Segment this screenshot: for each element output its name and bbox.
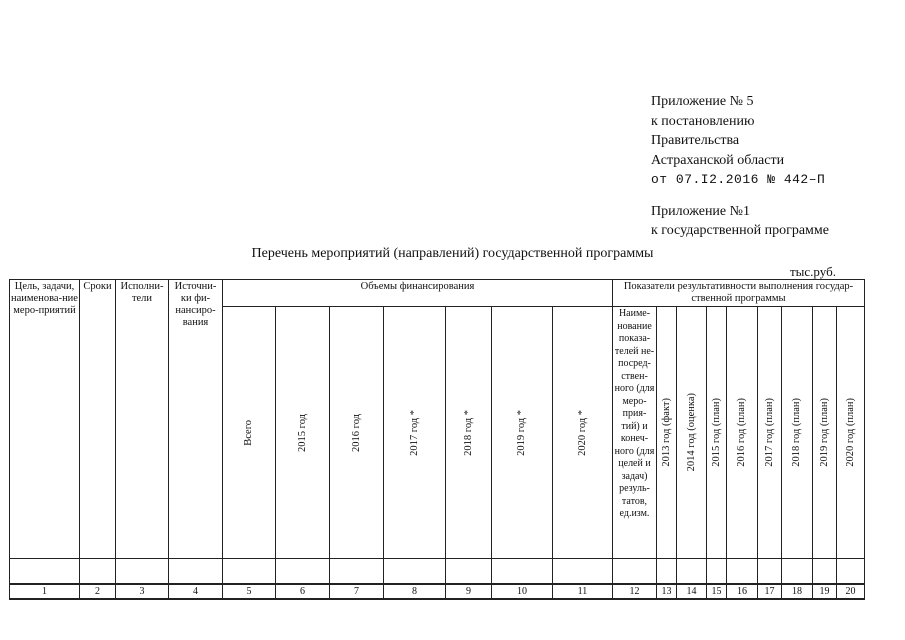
column-number: 3: [116, 584, 169, 599]
appendix-block: [651, 92, 829, 241]
header-executors: Исполни-тели: [116, 280, 169, 559]
decree-date-number: от 07.I2.2016 № 442–П: [651, 172, 826, 187]
funding-col-total: Всего: [223, 307, 276, 559]
indicator-year-2014: 2014 год (оценка): [677, 307, 707, 559]
column-number: 20: [837, 584, 865, 599]
column-number: 11: [553, 584, 613, 599]
column-number: 7: [330, 584, 384, 599]
column-number: 14: [677, 584, 707, 599]
unit-label: тыс.руб.: [790, 264, 836, 279]
header-funding: Объемы финансирования: [223, 280, 613, 307]
column-number: 9: [446, 584, 492, 599]
column-number: 10: [492, 584, 553, 599]
indicator-year-2016: 2016 год (план): [727, 307, 758, 559]
column-number: 15: [707, 584, 727, 599]
document-title: Перечень мероприятий (направлений) государственной программы: [251, 246, 654, 261]
appendix-line: к постановлению: [651, 113, 755, 129]
appendix-line: Приложение № 5: [651, 94, 754, 109]
indicator-year-2019: 2019 год (план): [813, 307, 837, 559]
funding-col-2015: 2015 год: [276, 307, 330, 559]
column-number-row: [10, 584, 865, 599]
indicator-year-2017: 2017 год (план): [758, 307, 782, 559]
column-number: 4: [169, 584, 223, 599]
funding-col-2017: 2017 год *: [384, 307, 446, 559]
appendix-line: Приложение №1: [651, 203, 750, 219]
indicator-year-2013: 2013 год (факт): [657, 307, 677, 559]
column-number: 19: [813, 584, 837, 599]
header-sources: Источни-ки фи-нансиро-вания: [169, 280, 223, 559]
column-number: 5: [223, 584, 276, 599]
funding-col-2020: 2020 год *: [553, 307, 613, 559]
indicator-year-2018: 2018 год (план): [782, 307, 813, 559]
column-number: 16: [727, 584, 758, 599]
column-number: 18: [782, 584, 813, 599]
indicator-year-2020: 2020 год (план): [837, 307, 865, 559]
appendix-line: Астраханской области: [651, 152, 785, 168]
header-terms: Сроки: [80, 280, 116, 559]
appendix-line: Правительства: [651, 133, 740, 148]
funding-col-2018: 2018 год *: [446, 307, 492, 559]
column-number: 2: [80, 584, 116, 599]
indicator-year-2015: 2015 год (план): [707, 307, 727, 559]
funding-col-2016: 2016 год: [330, 307, 384, 559]
column-number: 17: [758, 584, 782, 599]
column-number: 13: [657, 584, 677, 599]
appendix-line: к государственной программе: [651, 223, 829, 238]
indicator-name-header: Наиме-нование показа-телей не-посред-ствен-ного (для меро-прия-тий) и конеч-ного (для целей и задач) резуль-татов, ед.изм.: [613, 307, 657, 559]
column-number: 6: [276, 584, 330, 599]
column-number: 1: [10, 584, 80, 599]
column-number: 12: [613, 584, 657, 599]
measures-table: [9, 279, 865, 600]
header-goal: Цель, задачи, наименова-ние меро-приятий: [10, 280, 80, 559]
column-number: 8: [384, 584, 446, 599]
header-indicators: Показатели результативности выполнения государ-ственной программы: [613, 280, 865, 307]
funding-col-2019: 2019 год *: [492, 307, 553, 559]
